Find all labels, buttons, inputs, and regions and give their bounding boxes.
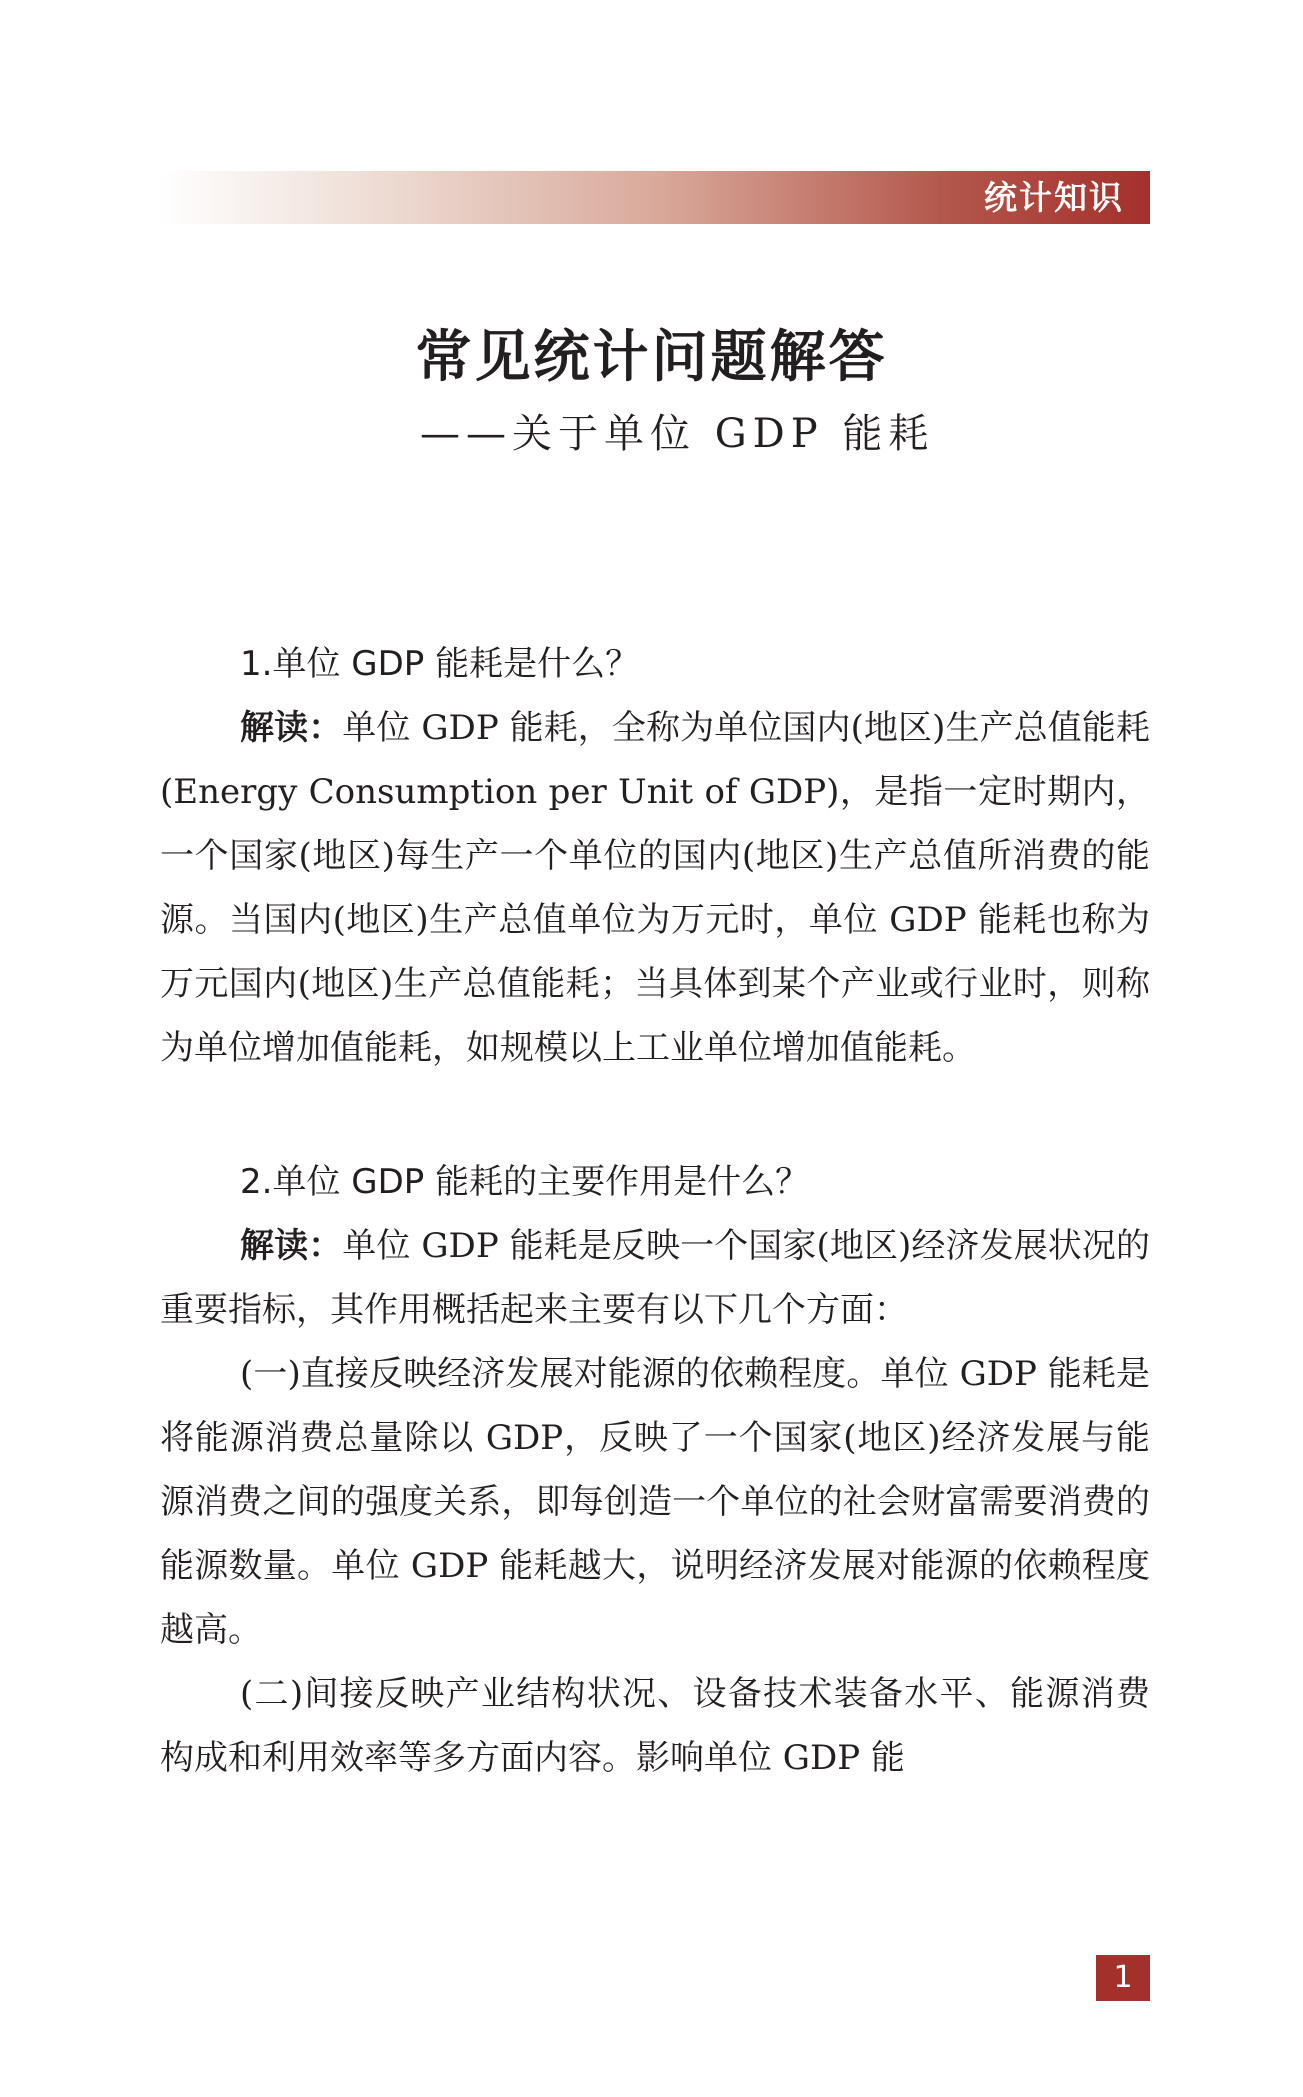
question-heading-2: 2.单位 GDP 能耗的主要作用是什么？ [240, 1162, 810, 1202]
page-subtitle: ——关于单位 GDP 能耗 [420, 411, 935, 457]
answer-paragraph [160, 696, 1150, 1080]
question-heading-1: 1.单位 GDP 能耗是什么？ [240, 644, 640, 684]
answer-paragraph [160, 1342, 1150, 1662]
answer-text: (二)间接反映产业结构状况、设备技术装备水平、能源消费构成和利用效率等多方面内容。影响单位 GDP 能 [160, 1674, 1150, 1778]
article-body [160, 632, 1150, 1790]
answer-paragraph [160, 1214, 1150, 1342]
section-header-bar [160, 171, 1150, 224]
answer-text: 单位 GDP 能耗是反映一个国家(地区)经济发展状况的重要指标，其作用概括起来主要有以下几个方面： [160, 1226, 1150, 1330]
answer-label: 解读： [240, 1226, 343, 1266]
page-title: 常见统计问题解答 [415, 325, 888, 390]
answer-paragraph [160, 1662, 1150, 1790]
page-number: 1 [1096, 1955, 1150, 2001]
answer-text: 单位 GDP 能耗，全称为单位国内(地区)生产总值能耗(Energy Consumption per Unit of GDP)，是指一定时期内，一个国家(地区)每生产一个单位的国内(地区)生产总值所消费的能源。当国内(地区)生产总值单位为万元时，单位 GDP 能耗也称为万元国内(地区)生产总值能耗；当具体到某个产业或行业时，则称为单位增加值能耗，如规模以上工业单位增加值能耗。 [160, 708, 1150, 1068]
section-label: 统计知识 [984, 178, 1124, 217]
answer-label: 解读： [240, 708, 343, 748]
answer-text: (一)直接反映经济发展对能源的依赖程度。单位 GDP 能耗是将能源消费总量除以 GDP，反映了一个国家(地区)经济发展与能源消费之间的强度关系，即每创造一个单位的社会财富需要消费的能源数量。单位 GDP 能耗越大，说明经济发展对能源的依赖程度越高。 [160, 1354, 1150, 1650]
